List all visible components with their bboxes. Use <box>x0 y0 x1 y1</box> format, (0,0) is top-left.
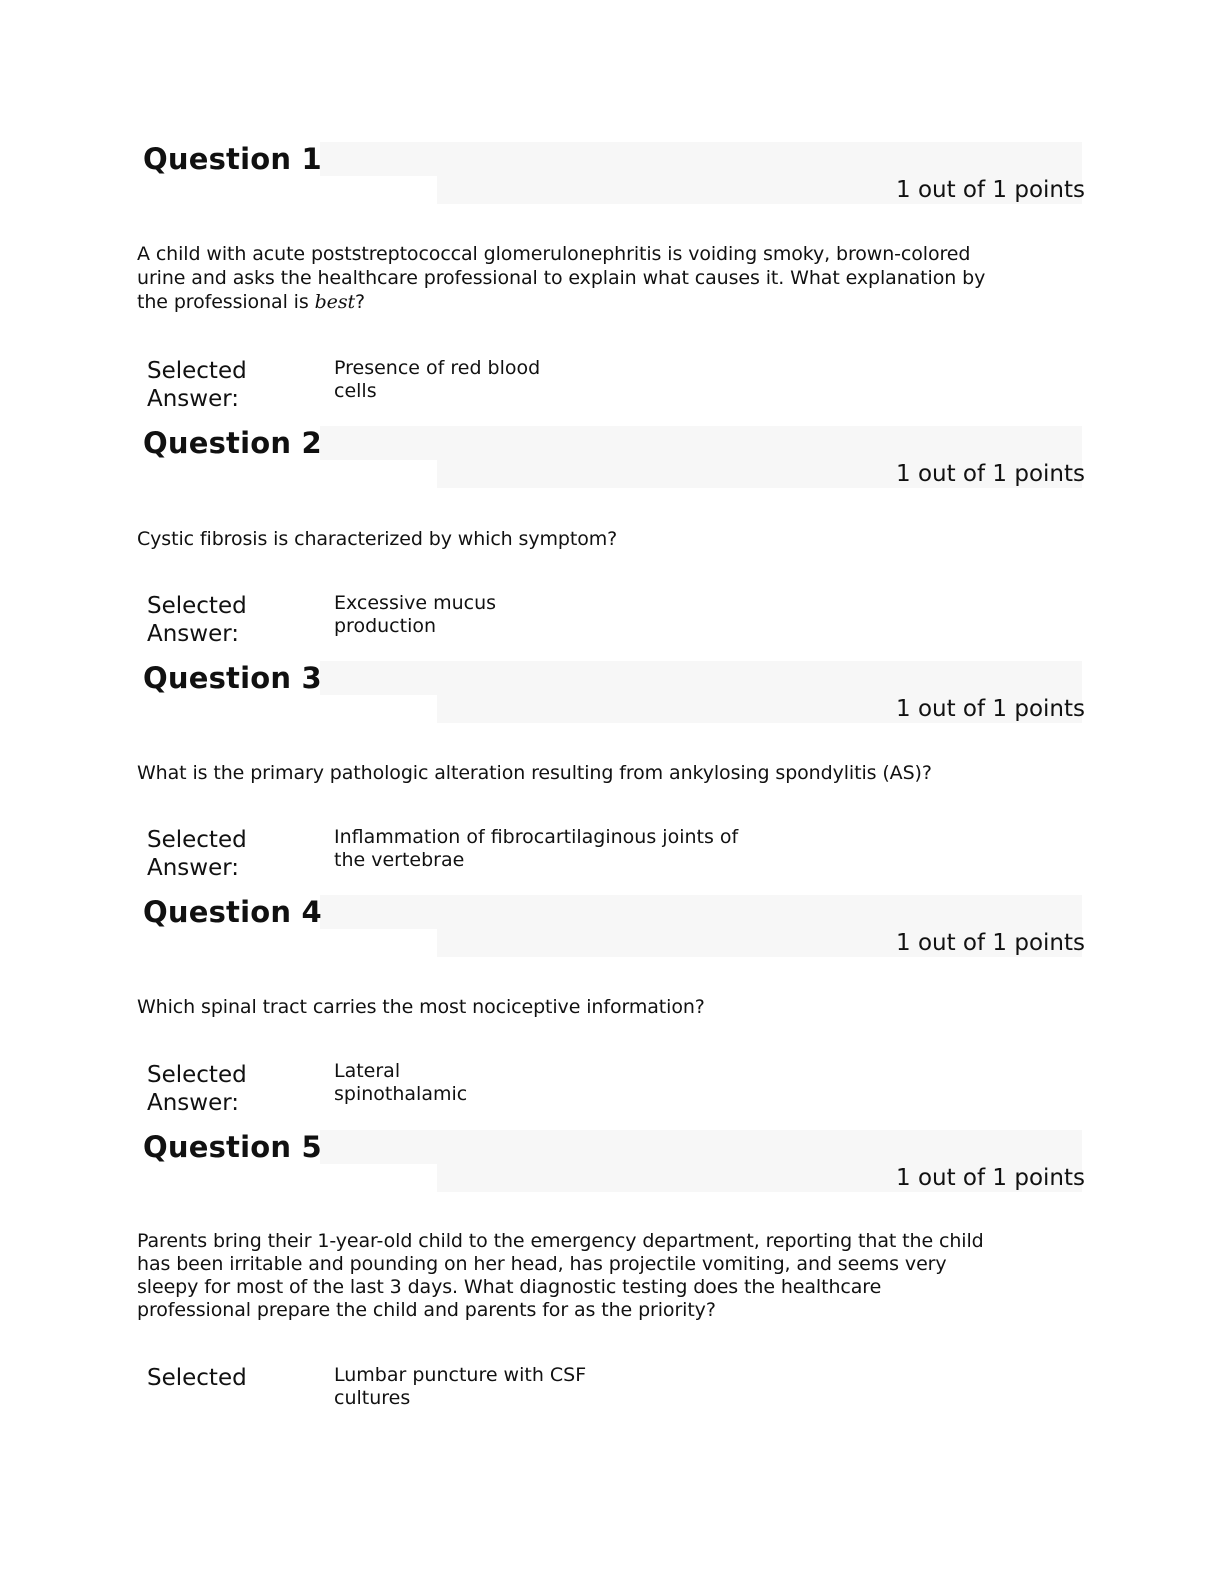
question-points: 1 out of 1 points <box>896 930 1085 956</box>
selected-answer-line: spinothalamic <box>334 1083 468 1105</box>
question-title: Question 3 <box>143 661 322 695</box>
selected-answer-label <box>147 592 307 648</box>
selected-answer-value <box>334 1060 774 1106</box>
selected-answer-value <box>334 1364 774 1410</box>
selected-answer-label-line: Answer: <box>147 386 240 412</box>
question-text: Cystic fibrosis is characterized by which symptom? <box>137 528 618 550</box>
question-text <box>137 242 1017 314</box>
selected-answer-label-line: Selected <box>147 358 247 384</box>
question-header-bar <box>320 142 1082 176</box>
question-points: 1 out of 1 points <box>896 696 1085 722</box>
selected-answer-label-line: Answer: <box>147 1090 240 1116</box>
selected-answer-label <box>147 1061 307 1117</box>
question-header-bar <box>320 426 1082 460</box>
selected-answer-line: the vertebrae <box>334 849 465 871</box>
question-title: Question 2 <box>143 426 322 460</box>
selected-answer-value <box>334 357 774 403</box>
selected-answer-value <box>334 826 774 872</box>
selected-answer-label <box>147 357 307 413</box>
selected-answer-label-line: Selected <box>147 593 247 619</box>
selected-answer-line: Lumbar puncture with CSF <box>334 1364 587 1386</box>
question-points: 1 out of 1 points <box>896 1165 1085 1191</box>
selected-answer-line: cultures <box>334 1387 411 1409</box>
selected-answer-label-line: Answer: <box>147 855 240 881</box>
question-text: Which spinal tract carries the most nociceptive information? <box>137 996 705 1018</box>
question-points: 1 out of 1 points <box>896 177 1085 203</box>
question-text-emphasis: best <box>314 291 356 313</box>
question-title: Question 5 <box>143 1130 322 1164</box>
selected-answer-label-line: Answer: <box>147 621 240 647</box>
selected-answer-line: Excessive mucus <box>334 592 497 614</box>
selected-answer-label-line: Selected <box>147 1062 247 1088</box>
question-text-part: A child with acute poststreptococcal glomerulonephritis is voiding smoky, brown-colored urine and asks the healthcare professional to explain what causes it. What explanation by the professional is <box>137 243 986 313</box>
question-points: 1 out of 1 points <box>896 461 1085 487</box>
question-title: Question 4 <box>143 895 322 929</box>
selected-answer-line: Presence of red blood <box>334 357 541 379</box>
selected-answer-line: cells <box>334 380 377 402</box>
question-title: Question 1 <box>143 142 322 176</box>
selected-answer-line: Inflammation of fibrocartilaginous joints of <box>334 826 739 848</box>
selected-answer-line: Lateral <box>334 1060 401 1082</box>
selected-answer-label-line: Selected <box>147 827 247 853</box>
question-text: What is the primary pathologic alteration resulting from ankylosing spondylitis (AS)? <box>137 762 932 784</box>
question-text: Parents bring their 1-year-old child to the emergency department, reporting that the child has been irritable and pounding on her head, has projectile vomiting, and seems very sleepy for most of the last 3 days. What diagnostic testing does the healthcare professional prepare the child and parents for as the priority? <box>137 1230 984 1321</box>
selected-answer-line: production <box>334 615 437 637</box>
selected-answer-label <box>147 826 307 882</box>
question-header-bar <box>320 661 1082 695</box>
selected-answer-label-line: Selected <box>147 1365 247 1391</box>
selected-answer-value <box>334 592 774 638</box>
question-header-bar <box>320 1130 1082 1164</box>
selected-answer-label <box>147 1364 307 1392</box>
question-text-part: ? <box>355 291 366 313</box>
question-header-bar <box>320 895 1082 929</box>
